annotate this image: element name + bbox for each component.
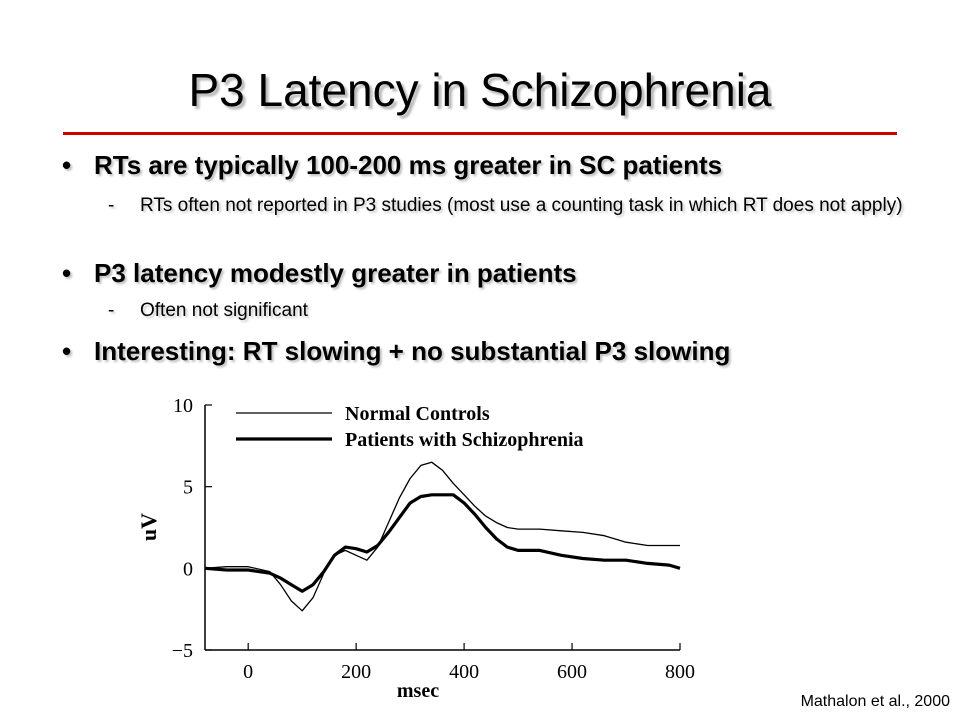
series-line-1 (205, 462, 680, 611)
bullet-text: RTs are typically 100-200 ms greater in SC patients (94, 150, 723, 180)
bullet-dot-icon: • (62, 150, 72, 180)
y-tick-label: 5 (183, 476, 193, 499)
x-tick-label: 400 (449, 661, 480, 683)
title-underline (63, 132, 897, 135)
sub-item-1-1 (108, 195, 920, 216)
y-tick-label: 10 (173, 395, 193, 417)
x-tick-label: 800 (665, 661, 695, 683)
dash-icon: - (108, 195, 115, 216)
citation: Mathalon et al., 2000 (800, 693, 950, 710)
y-axis-label: uV (136, 512, 161, 542)
bullet-text: Interesting: RT slowing + no substantial P3 slowing (94, 336, 731, 366)
bullet-item-2 (62, 257, 577, 289)
legend-label-2: Patients with Schizophrenia (345, 429, 584, 451)
sub-text: RTs often not reported in P3 studies (most use a counting task in which RT does not apply) (140, 195, 903, 216)
dash-icon: - (108, 300, 115, 321)
bullet-text: P3 latency modestly greater in patients (94, 258, 577, 288)
sub-item-2-1 (108, 300, 920, 321)
y-tick-label: −5 (171, 640, 193, 662)
bullet-dot-icon: • (62, 336, 72, 366)
y-tick-label: 0 (183, 558, 193, 581)
chart-legend (236, 403, 584, 451)
bullet-item-1 (62, 149, 722, 181)
legend-label-1: Normal Controls (345, 403, 490, 425)
sub-text: Often not significant (140, 300, 308, 321)
x-tick-label: 600 (557, 661, 588, 683)
series-line-2 (205, 495, 680, 591)
x-tick-label: 0 (243, 661, 254, 683)
slide-title: P3 Latency in Schizophrenia (188, 64, 772, 116)
x-axis-label: msec (396, 680, 440, 702)
x-tick-label: 200 (341, 661, 372, 683)
bullet-item-3 (62, 335, 730, 367)
chart-series (205, 462, 680, 611)
erp-chart (120, 385, 720, 705)
bullet-dot-icon: • (62, 258, 72, 288)
